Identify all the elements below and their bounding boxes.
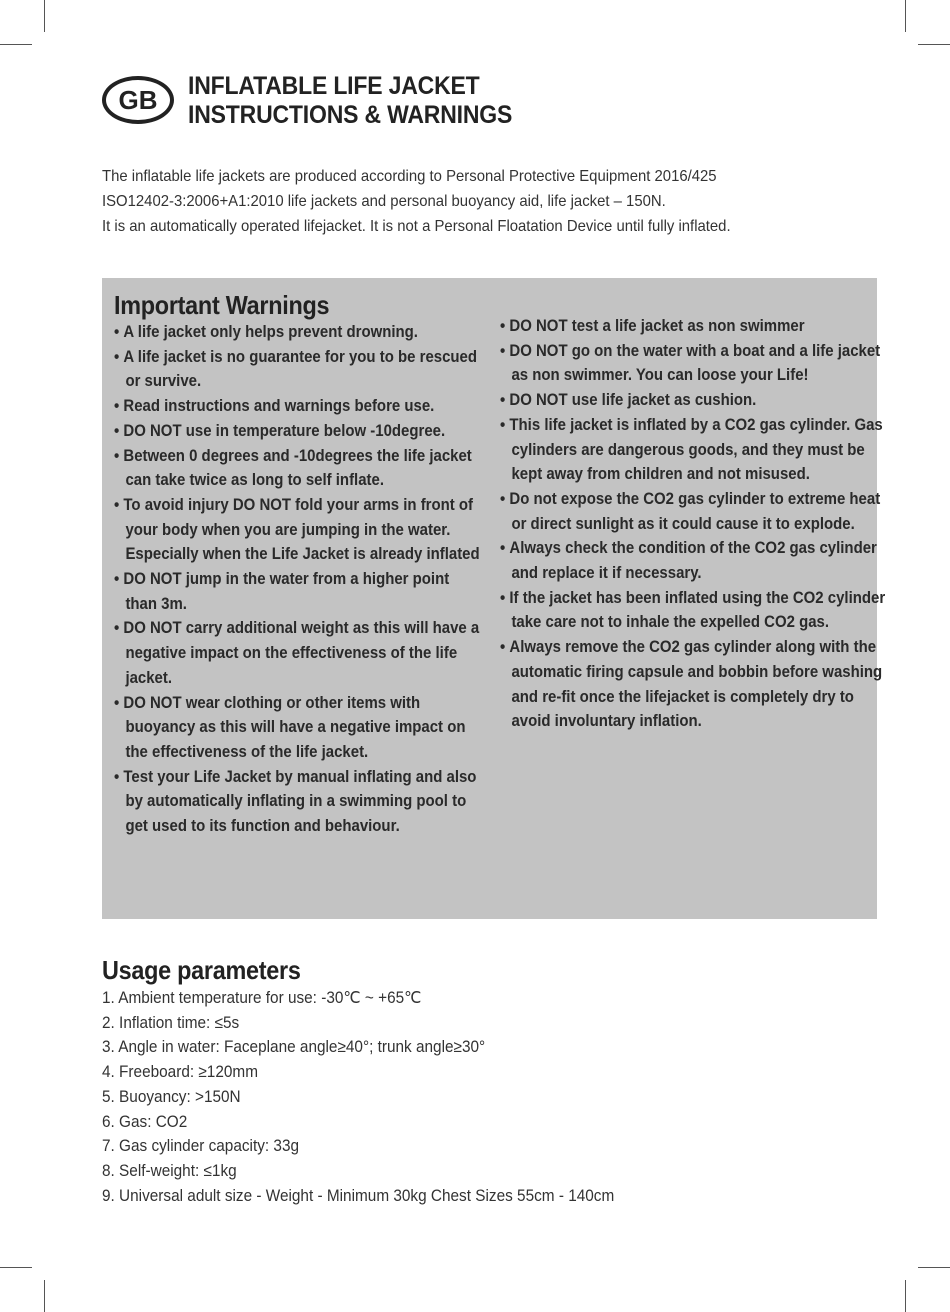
usage-heading: Usage parameters [102,955,301,985]
warning-item: • DO NOT jump in the water from a higher point than 3m. [114,567,484,616]
usage-item: 3. Angle in water: Faceplane angle≥40°; trunk angle≥30° [102,1038,486,1057]
title-line-1: INFLATABLE LIFE JACKET [188,72,480,100]
warning-item: • DO NOT use in temperature below -10degree. [114,419,484,444]
warnings-heading: Important Warnings [114,290,330,320]
intro-line: It is an automatically operated lifejacket. It is not a Personal Floatation Device until fully inflated. [102,218,731,235]
warning-item: • A life jacket only helps prevent drowning. [114,320,484,345]
crop-mark [905,0,906,32]
usage-parameters-list [102,986,614,1208]
warning-item: • Between 0 degrees and -10degrees the life jacket can take twice as long to self inflate. [114,444,484,493]
usage-item: 4. Freeboard: ≥120mm [102,1063,258,1082]
page-title [188,72,512,130]
warnings-left-column [114,320,484,839]
crop-mark [918,1267,950,1268]
warning-item: • DO NOT test a life jacket as non swimmer [500,314,887,339]
warning-item: • This life jacket is inflated by a CO2 gas cylinder. Gas cylinders are dangerous goods, and they must be kept away from children and not misused. [500,413,887,487]
usage-item: 1. Ambient temperature for use: -30℃ ~ +65℃ [102,989,422,1007]
usage-item: 7. Gas cylinder capacity: 33g [102,1137,300,1156]
warnings-box [102,278,886,919]
warning-item: • A life jacket is no guarantee for you to be rescued or survive. [114,345,484,394]
warning-item: • DO NOT carry additional weight as this will have a negative impact on the effectiveness of the life jacket. [114,616,484,690]
country-badge: GB [102,76,174,124]
intro-line: The inflatable life jackets are produced according to Personal Protective Equipment 2016/425 [102,168,717,185]
crop-mark [905,1280,906,1312]
usage-item: 9. Universal adult size - Weight - Minimum 30kg Chest Sizes 55cm - 140cm [102,1186,615,1205]
warning-item: • Test your Life Jacket by manual inflating and also by automatically inflating in a swimming pool to get used to its function and behaviour. [114,765,484,839]
usage-item: 2. Inflation time: ≤5s [102,1013,240,1032]
usage-item: 8. Self-weight: ≤1kg [102,1161,237,1180]
warning-item: • If the jacket has been inflated using the CO2 cylinder take care not to inhale the expelled CO2 gas. [500,586,887,635]
usage-item: 5. Buoyancy: >150N [102,1087,241,1106]
warning-item: • To avoid injury DO NOT fold your arms in front of your body when you are jumping in the water. Especially when the Life Jacket is already inflated [114,493,484,567]
warning-item: • Read instructions and warnings before use. [114,394,484,419]
crop-mark [44,0,45,32]
intro-paragraph [102,164,837,239]
crop-mark [44,1280,45,1312]
crop-mark [0,1267,32,1268]
usage-item: 6. Gas: CO2 [102,1112,188,1131]
intro-line: ISO12402-3:2006+A1:2010 life jackets and personal buoyancy aid, life jacket – 150N. [102,193,666,210]
warning-item: • Do not expose the CO2 gas cylinder to extreme heat or direct sunlight as it could cause it to explode. [500,487,887,536]
title-line-2: INSTRUCTIONS & WARNINGS [188,101,513,129]
crop-mark [918,44,950,45]
warning-item: • DO NOT wear clothing or other items with buoyancy as this will have a negative impact on the effectiveness of the life jacket. [114,691,484,765]
warnings-right-column [500,314,887,734]
crop-mark [0,44,32,45]
warning-item: • Always check the condition of the CO2 gas cylinder and replace it if necessary. [500,536,887,585]
warning-item: • Always remove the CO2 gas cylinder along with the automatic firing capsule and bobbin before washing and re-fit once the lifejacket is completely dry to avoid involuntary inflation. [500,635,887,734]
warning-item: • DO NOT use life jacket as cushion. [500,388,887,413]
warning-item: • DO NOT go on the water with a boat and a life jacket as non swimmer. You can loose your Life! [500,339,887,388]
